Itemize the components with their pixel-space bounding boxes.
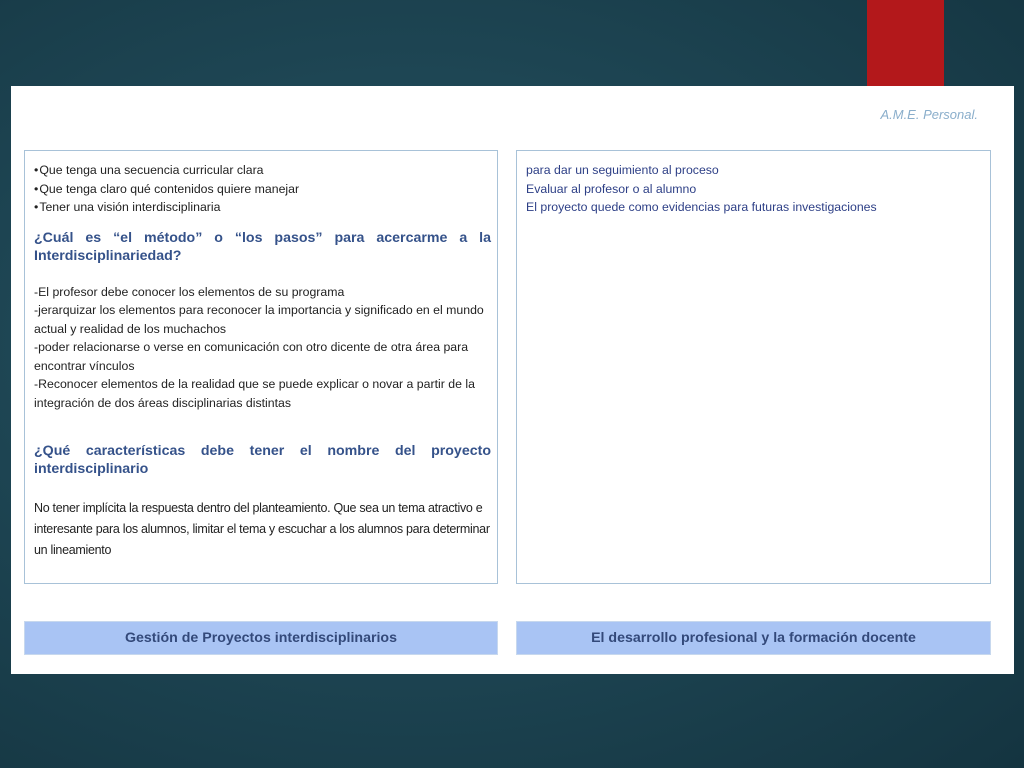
step-item: -Reconocer elementos de la realidad que se puede explicar o novar a partir de la integración de dos áreas disciplinarias distintas (34, 377, 475, 410)
right-line: para dar un seguimiento al proceso (526, 163, 719, 177)
step-item: -jerarquizar los elementos para reconocer la importancia y significado en el mundo actual y realidad de los muchachos (34, 303, 484, 336)
step-item: -poder relacionarse o verse en comunicación con otro dicente de otra área para encontrar vínculos (34, 340, 469, 373)
right-line: Evaluar al profesor o al alumno (526, 181, 697, 196)
right-text-panel (516, 150, 991, 584)
right-line: El proyecto quede como evidencias para futuras investigaciones (526, 200, 877, 214)
answer-paragraph: No tener implícita la respuesta dentro del planteamiento. Que sea un tema atractivo e interesante para los alumnos, limitar el tema y escuchar a los alumnos para determinar un lineamiento (34, 501, 490, 557)
slide-content (11, 86, 1014, 674)
footer-project-management: Gestión de Proyectos interdisciplinarios (24, 621, 498, 655)
author-label: A.M.E. Personal. (880, 107, 978, 122)
spacer (34, 265, 491, 283)
step-item: -El profesor debe conocer los elementos de su programa (34, 284, 345, 299)
bullet-item: • Que tenga una secuencia curricular clara (34, 161, 491, 180)
spacer (34, 478, 491, 498)
characteristics-heading: ¿Qué características debe tener el nombre del proyecto interdisciplinario (34, 443, 491, 477)
method-heading: ¿Cuál es “el método” o “los pasos” para acercarme a la Interdisciplinariedad? (34, 229, 491, 264)
bullet-item: • Que tenga claro qué contenidos quiere manejar (34, 180, 491, 199)
footer-professional-development: El desarrollo profesional y la formación docente (516, 621, 991, 655)
left-text-panel (24, 150, 498, 584)
red-accent-bar (867, 0, 944, 86)
bullet-item: • Tener una visión interdisciplinaria (34, 198, 491, 217)
